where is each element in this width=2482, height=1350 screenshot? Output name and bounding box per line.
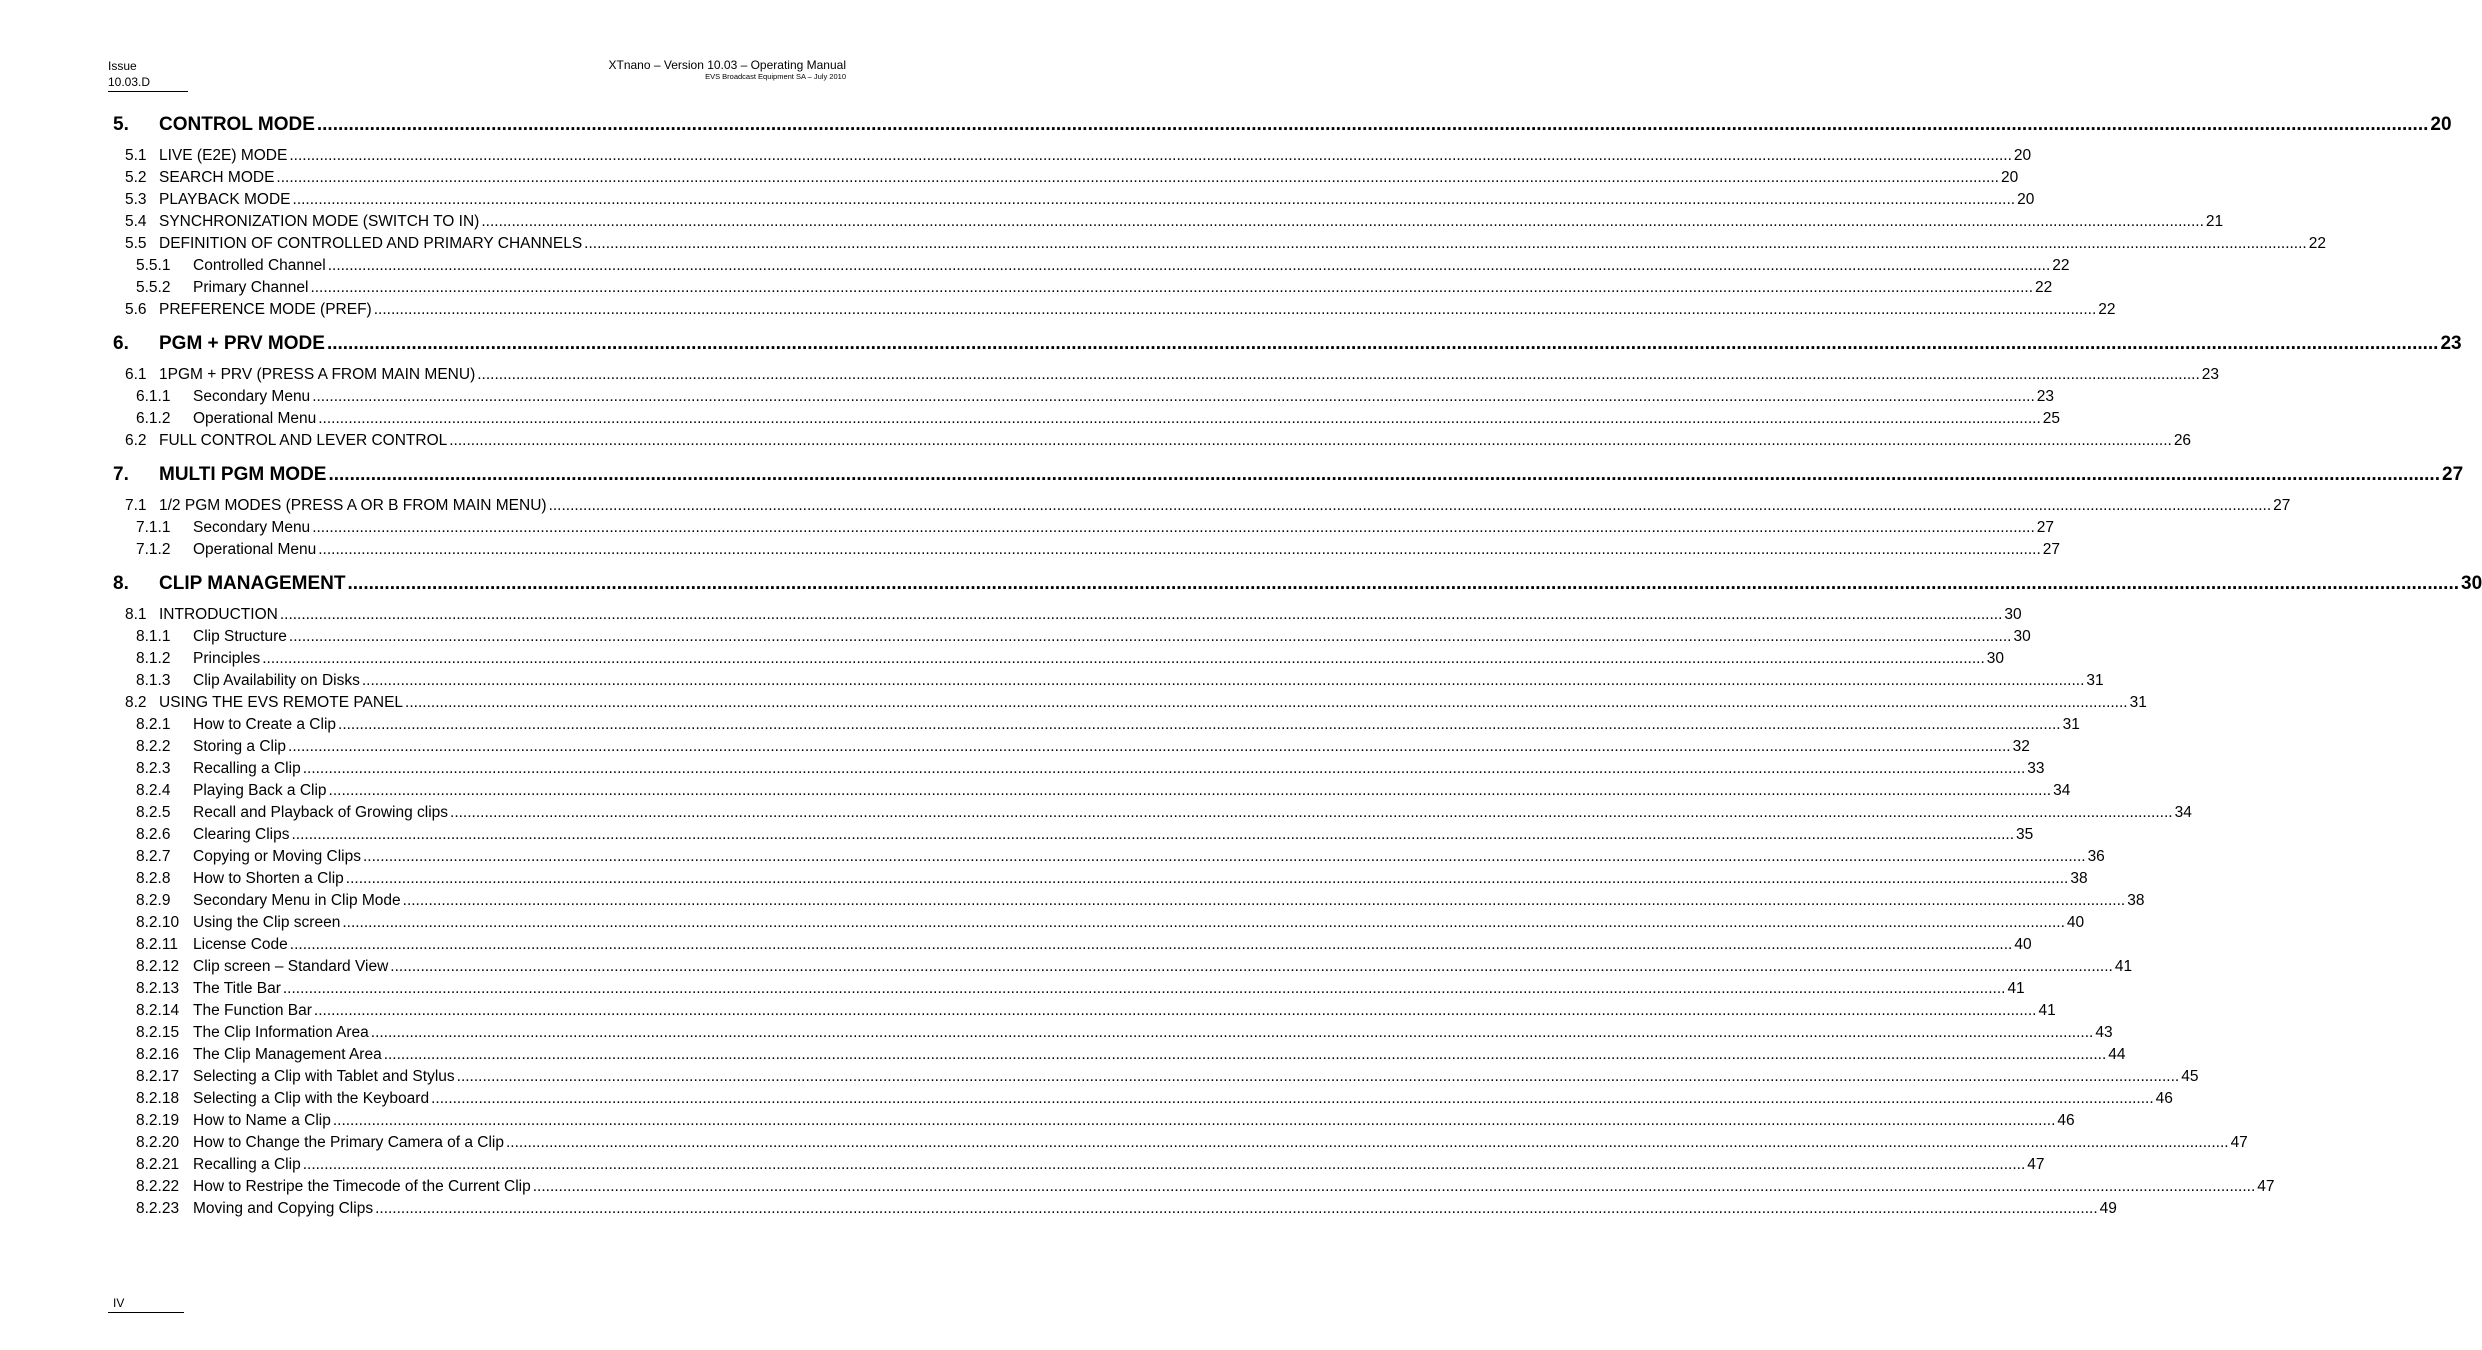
toc-entry[interactable] <box>113 1066 2199 1088</box>
toc-title: Copying or Moving Clips <box>193 848 361 865</box>
toc-page-number: 26 <box>2173 432 2192 449</box>
toc-number: 7.1 <box>125 497 147 514</box>
toc-title: DEFINITION OF CONTROLLED AND PRIMARY CHANNELS <box>159 235 583 252</box>
toc-entry[interactable] <box>113 1132 2248 1154</box>
toc-entry[interactable] <box>113 1176 2275 1198</box>
toc-title: Operational Menu <box>193 410 317 427</box>
toc-page-number: 22 <box>2035 279 2053 296</box>
toc-page-number: 20 <box>2430 114 2452 135</box>
toc-number: 6.1.2 <box>136 410 171 427</box>
toc-leader: ................................................................................................................................................................................................................................................................................................................................................................................................................ <box>370 1024 2094 1041</box>
toc-entry[interactable] <box>113 167 2019 189</box>
toc-entry[interactable] <box>113 1154 2045 1176</box>
toc-number: 8.2.4 <box>136 782 171 799</box>
toc-entry[interactable] <box>113 956 2133 978</box>
toc-number: 8.2.18 <box>136 1090 180 1107</box>
issue-label: Issue <box>108 59 137 73</box>
toc-page-number: 31 <box>2129 694 2147 711</box>
toc-title: SYNCHRONIZATION MODE (SWITCH TO IN) <box>159 213 480 230</box>
toc-number: 8.2.7 <box>136 848 171 865</box>
toc-entry[interactable] <box>113 299 2116 321</box>
toc-entry[interactable] <box>113 386 2054 408</box>
toc-title: Principles <box>193 650 261 667</box>
toc-leader: ................................................................................................................................................................................................................................................................................................................................................................................................................ <box>326 333 2439 354</box>
toc-title: How to Create a Clip <box>193 716 337 733</box>
toc-entry[interactable] <box>113 912 2085 934</box>
toc-leader: ................................................................................................................................................................................................................................................................................................................................................................................................................ <box>292 191 2016 208</box>
toc-number: 7.1.1 <box>136 519 171 536</box>
toc-leader: ................................................................................................................................................................................................................................................................................................................................................................................................................ <box>477 366 2200 383</box>
toc-page-number: 34 <box>2174 804 2192 821</box>
toc-page-number: 23 <box>2036 388 2054 405</box>
toc-title: Moving and Copying Clips <box>193 1200 374 1217</box>
toc-number: 8.2.13 <box>136 980 180 997</box>
document-title: XTnano – Version 10.03 – Operating Manual <box>608 58 846 72</box>
toc-title: 1/2 PGM MODES (PRESS A OR B FROM MAIN MENU) <box>159 497 547 514</box>
toc-leader: ................................................................................................................................................................................................................................................................................................................................................................................................................ <box>375 1200 2098 1217</box>
toc-title: Recalling a Clip <box>193 1156 301 1173</box>
toc-page-number: 40 <box>2066 914 2085 931</box>
toc-leader: ................................................................................................................................................................................................................................................................................................................................................................................................................ <box>288 628 2012 645</box>
toc-leader: ................................................................................................................................................................................................................................................................................................................................................................................................................ <box>402 892 2126 909</box>
toc-number: 5. <box>113 114 129 135</box>
toc-title: The Title Bar <box>193 980 281 997</box>
toc-entry[interactable] <box>113 1110 2075 1132</box>
toc-leader: ................................................................................................................................................................................................................................................................................................................................................................................................................ <box>318 410 2041 427</box>
page-number: IV <box>108 1296 184 1313</box>
toc-page-number: 20 <box>2000 169 2019 186</box>
toc-page-number: 36 <box>2087 848 2105 865</box>
issue-value: 10.03.D <box>108 74 188 92</box>
toc-number: 8.2.14 <box>136 1002 180 1019</box>
toc-entry[interactable] <box>113 189 2035 211</box>
toc-leader: ................................................................................................................................................................................................................................................................................................................................................................................................................ <box>506 1134 2229 1151</box>
toc-leader: ................................................................................................................................................................................................................................................................................................................................................................................................................ <box>347 573 2460 594</box>
toc-chapter[interactable] <box>113 112 2452 138</box>
toc-title: The Clip Management Area <box>193 1046 382 1063</box>
toc-number: 8.2.16 <box>136 1046 180 1063</box>
toc-page-number: 47 <box>2230 1134 2248 1151</box>
header-issue <box>108 58 188 92</box>
toc-leader: ................................................................................................................................................................................................................................................................................................................................................................................................................ <box>450 804 2173 821</box>
toc-leader: ................................................................................................................................................................................................................................................................................................................................................................................................................ <box>345 870 2069 887</box>
toc-leader: ................................................................................................................................................................................................................................................................................................................................................................................................................ <box>282 980 2006 997</box>
toc-page-number: 46 <box>2057 1112 2075 1129</box>
toc-page-number: 20 <box>2013 147 2032 164</box>
toc-number: 8.2.5 <box>136 804 171 821</box>
toc-number: 5.2 <box>125 169 147 186</box>
toc-leader: ................................................................................................................................................................................................................................................................................................................................................................................................................ <box>316 114 2429 135</box>
toc-page-number: 35 <box>2016 826 2034 843</box>
toc-chapter[interactable] <box>113 331 2462 357</box>
toc-page-number: 46 <box>2155 1090 2173 1107</box>
toc-page-number: 45 <box>2181 1068 2199 1085</box>
toc-entry[interactable] <box>113 626 2031 648</box>
toc-leader: ................................................................................................................................................................................................................................................................................................................................................................................................................ <box>548 497 2272 514</box>
toc-number: 8.2.15 <box>136 1024 180 1041</box>
toc-title: Playing Back a Clip <box>193 782 327 799</box>
toc-leader: ................................................................................................................................................................................................................................................................................................................................................................................................................ <box>328 464 2440 485</box>
toc-title: Recalling a Clip <box>193 760 301 777</box>
toc-entry[interactable] <box>113 517 2054 539</box>
toc-page-number: 30 <box>2004 606 2022 623</box>
toc-number: 5.6 <box>125 301 147 318</box>
toc-number: 8.2.3 <box>136 760 171 777</box>
toc-title: Secondary Menu <box>193 519 311 536</box>
toc-page-number: 30 <box>2461 573 2482 594</box>
toc-title: Clip Structure <box>193 628 287 645</box>
toc-leader: ................................................................................................................................................................................................................................................................................................................................................................................................................ <box>332 1112 2056 1129</box>
toc-page-number: 41 <box>2038 1002 2056 1019</box>
toc-entry[interactable] <box>113 430 2192 452</box>
toc-page-number: 33 <box>2027 760 2045 777</box>
toc-number: 8.2.23 <box>136 1200 180 1217</box>
toc-entry[interactable] <box>113 495 2291 517</box>
toc-entry[interactable] <box>113 780 2071 802</box>
toc-leader: ................................................................................................................................................................................................................................................................................................................................................................................................................ <box>279 606 2003 623</box>
toc-entry[interactable] <box>113 846 2105 868</box>
toc-entry[interactable] <box>113 714 2080 736</box>
toc-number: 8.2.11 <box>136 936 178 953</box>
toc-page-number: 20 <box>2017 191 2035 208</box>
toc-number: 8.2.2 <box>136 738 171 755</box>
toc-page-number: 27 <box>2042 541 2061 558</box>
toc-title: Operational Menu <box>193 541 317 558</box>
toc-leader: ................................................................................................................................................................................................................................................................................................................................................................................................................ <box>328 782 2052 799</box>
toc-leader: ................................................................................................................................................................................................................................................................................................................................................................................................................ <box>449 432 2172 449</box>
toc-page-number: 22 <box>2052 257 2070 274</box>
toc-number: 5.5.1 <box>136 257 171 274</box>
toc-entry[interactable] <box>113 408 2061 430</box>
toc-title: How to Name a Clip <box>193 1112 331 1129</box>
toc-entry[interactable] <box>113 758 2045 780</box>
toc-leader: ................................................................................................................................................................................................................................................................................................................................................................................................................ <box>312 388 2035 405</box>
toc-leader: ................................................................................................................................................................................................................................................................................................................................................................................................................ <box>318 541 2041 558</box>
toc-entry[interactable] <box>113 233 2326 255</box>
toc-title: CLIP MANAGEMENT <box>159 573 346 594</box>
toc-title: LIVE (E2E) MODE <box>159 147 288 164</box>
toc-number: 5.3 <box>125 191 147 208</box>
toc-entry[interactable] <box>113 1022 2113 1044</box>
toc-number: 6. <box>113 333 129 354</box>
toc-page-number: 21 <box>2205 213 2224 230</box>
toc-title: Recall and Playback of Growing clips <box>193 804 449 821</box>
toc-title: FULL CONTROL AND LEVER CONTROL <box>159 432 448 449</box>
toc-title: Controlled Channel <box>193 257 326 274</box>
toc-title: USING THE EVS REMOTE PANEL <box>159 694 404 711</box>
toc-title: License Code <box>193 936 288 953</box>
toc-title: SEARCH MODE <box>159 169 275 186</box>
toc-title: Storing a Clip <box>193 738 287 755</box>
toc-leader: ................................................................................................................................................................................................................................................................................................................................................................................................................ <box>313 1002 2037 1019</box>
toc-page-number: 38 <box>2127 892 2145 909</box>
toc-title: 1PGM + PRV (PRESS A FROM MAIN MENU) <box>159 366 476 383</box>
toc-number: 8. <box>113 573 129 594</box>
toc-number: 6.2 <box>125 432 147 449</box>
toc-title: Primary Channel <box>193 279 309 296</box>
toc-leader: ................................................................................................................................................................................................................................................................................................................................................................................................................ <box>289 936 2013 953</box>
toc-number: 8.2.1 <box>136 716 171 733</box>
toc-entry[interactable] <box>113 824 2034 846</box>
toc-leader: ................................................................................................................................................................................................................................................................................................................................................................................................................ <box>342 914 2065 931</box>
toc-title: How to Restripe the Timecode of the Current Clip <box>193 1178 531 1195</box>
toc-entry[interactable] <box>113 802 2192 824</box>
toc-entry[interactable] <box>113 692 2147 714</box>
toc-title: Selecting a Clip with the Keyboard <box>193 1090 430 1107</box>
toc-entry[interactable] <box>113 1198 2117 1220</box>
toc-page-number: 23 <box>2440 333 2462 354</box>
toc-title: Clearing Clips <box>193 826 290 843</box>
toc-title: Clip Availability on Disks <box>193 672 360 689</box>
toc-entry[interactable] <box>113 277 2053 299</box>
toc-number: 8.2 <box>125 694 147 711</box>
toc-leader: ................................................................................................................................................................................................................................................................................................................................................................................................................ <box>383 1046 2107 1063</box>
toc-title: Selecting a Clip with Tablet and Stylus <box>193 1068 455 1085</box>
toc-page-number: 47 <box>2027 1156 2045 1173</box>
toc-number: 7. <box>113 464 129 485</box>
toc-leader: ................................................................................................................................................................................................................................................................................................................................................................................................................ <box>363 848 2086 865</box>
toc-number: 6.1 <box>125 366 147 383</box>
toc-entry[interactable] <box>113 736 2030 758</box>
toc-title: Secondary Menu <box>193 388 311 405</box>
toc-title: INTRODUCTION <box>159 606 278 623</box>
toc-entry[interactable] <box>113 648 2005 670</box>
toc-page-number: 22 <box>2308 235 2326 252</box>
toc-page-number: 27 <box>2273 497 2291 514</box>
toc-entry[interactable] <box>113 255 2070 277</box>
toc-page-number: 40 <box>2014 936 2032 953</box>
toc-chapter[interactable] <box>113 571 2482 597</box>
toc-leader: ................................................................................................................................................................................................................................................................................................................................................................................................................ <box>276 169 1999 186</box>
toc-page-number: 31 <box>2062 716 2080 733</box>
toc-number: 8.2.9 <box>136 892 171 909</box>
toc-entry[interactable] <box>113 145 2032 167</box>
toc-title: CONTROL MODE <box>159 114 315 135</box>
toc-entry[interactable] <box>113 1088 2173 1110</box>
toc-leader: ................................................................................................................................................................................................................................................................................................................................................................................................................ <box>312 519 2035 536</box>
toc-number: 7.1.2 <box>136 541 171 558</box>
toc-page-number: 25 <box>2042 410 2061 427</box>
toc-number: 8.2.8 <box>136 870 171 887</box>
toc-number: 8.2.22 <box>136 1178 180 1195</box>
toc-leader: ................................................................................................................................................................................................................................................................................................................................................................................................................ <box>532 1178 2256 1195</box>
toc-page-number: 27 <box>2036 519 2054 536</box>
toc-page-number: 49 <box>2099 1200 2117 1217</box>
toc-leader: ................................................................................................................................................................................................................................................................................................................................................................................................................ <box>289 147 2012 164</box>
toc-title: Clip screen – Standard View <box>193 958 389 975</box>
header-document-info <box>609 58 847 82</box>
toc-page-number: 47 <box>2257 1178 2275 1195</box>
toc-entry[interactable] <box>113 1044 2126 1066</box>
toc-entry[interactable] <box>113 211 2224 233</box>
toc-entry[interactable] <box>113 604 2022 626</box>
toc-leader: ................................................................................................................................................................................................................................................................................................................................................................................................................ <box>291 826 2015 843</box>
toc-entry[interactable] <box>113 670 2104 692</box>
toc-leader: ................................................................................................................................................................................................................................................................................................................................................................................................................ <box>310 279 2033 296</box>
toc-page-number: 32 <box>2012 738 2030 755</box>
toc-title: MULTI PGM MODE <box>159 464 327 485</box>
toc-page-number: 30 <box>1986 650 2005 667</box>
toc-leader: ................................................................................................................................................................................................................................................................................................................................................................................................................ <box>302 1156 2026 1173</box>
toc-leader: ................................................................................................................................................................................................................................................................................................................................................................................................................ <box>338 716 2061 733</box>
toc-leader: ................................................................................................................................................................................................................................................................................................................................................................................................................ <box>456 1068 2180 1085</box>
toc-leader: ................................................................................................................................................................................................................................................................................................................................................................................................................ <box>361 672 2085 689</box>
toc-entry[interactable] <box>113 890 2145 912</box>
toc-leader: ................................................................................................................................................................................................................................................................................................................................................................................................................ <box>481 213 2204 230</box>
toc-page-number: 34 <box>2053 782 2071 799</box>
toc-number: 8.2.12 <box>136 958 180 975</box>
toc-number: 8.2.17 <box>136 1068 180 1085</box>
toc-entry[interactable] <box>113 978 2025 1000</box>
toc-leader: ................................................................................................................................................................................................................................................................................................................................................................................................................ <box>431 1090 2154 1107</box>
toc-number: 8.2.6 <box>136 826 171 843</box>
toc-title: How to Shorten a Clip <box>193 870 344 887</box>
toc-leader: ................................................................................................................................................................................................................................................................................................................................................................................................................ <box>327 257 2051 274</box>
toc-number: 5.5 <box>125 235 147 252</box>
toc-title: PLAYBACK MODE <box>159 191 291 208</box>
toc-entry[interactable] <box>113 539 2061 561</box>
toc-number: 8.1.3 <box>136 672 171 689</box>
toc-number: 8.2.10 <box>136 914 180 931</box>
toc-page-number: 30 <box>2013 628 2031 645</box>
toc-title: PGM + PRV MODE <box>159 333 325 354</box>
toc-number: 8.2.19 <box>136 1112 180 1129</box>
toc-number: 8.2.21 <box>136 1156 180 1173</box>
toc-entry[interactable] <box>113 364 2220 386</box>
toc-page-number: 27 <box>2442 464 2464 485</box>
toc-title: Using the Clip screen <box>193 914 341 931</box>
toc-title: How to Change the Primary Camera of a Clip <box>193 1134 504 1151</box>
toc-leader: ................................................................................................................................................................................................................................................................................................................................................................................................................ <box>390 958 2113 975</box>
toc-leader: ................................................................................................................................................................................................................................................................................................................................................................................................................ <box>302 760 2026 777</box>
toc-title: Secondary Menu in Clip Mode <box>193 892 401 909</box>
toc-entry[interactable] <box>113 868 2088 890</box>
toc-leader: ................................................................................................................................................................................................................................................................................................................................................................................................................ <box>584 235 2307 252</box>
toc-entry[interactable] <box>113 1000 2056 1022</box>
toc-leader: ................................................................................................................................................................................................................................................................................................................................................................................................................ <box>288 738 2011 755</box>
toc-number: 8.1.2 <box>136 650 171 667</box>
toc-entry[interactable] <box>113 934 2032 956</box>
toc-leader: ................................................................................................................................................................................................................................................................................................................................................................................................................ <box>373 301 2097 318</box>
toc-page-number: 41 <box>2007 980 2025 997</box>
toc-page-number: 41 <box>2114 958 2133 975</box>
toc-number: 6.1.1 <box>136 388 171 405</box>
toc-page-number: 43 <box>2095 1024 2113 1041</box>
toc-number: 8.1 <box>125 606 147 623</box>
toc-page-number: 22 <box>2098 301 2116 318</box>
toc-page-number: 23 <box>2201 366 2220 383</box>
toc-title: The Function Bar <box>193 1002 312 1019</box>
toc-number: 5.4 <box>125 213 147 230</box>
toc-page-number: 38 <box>2070 870 2088 887</box>
toc-number: 8.1.1 <box>136 628 171 645</box>
toc-title: The Clip Information Area <box>193 1024 369 1041</box>
toc-title: PREFERENCE MODE (PREF) <box>159 301 372 318</box>
toc-page-number: 44 <box>2108 1046 2126 1063</box>
toc-number: 5.1 <box>125 147 147 164</box>
toc-number: 5.5.2 <box>136 279 171 296</box>
toc-leader: ................................................................................................................................................................................................................................................................................................................................................................................................................ <box>405 694 2128 711</box>
document-publisher: EVS Broadcast Equipment SA – July 2010 <box>705 72 846 81</box>
toc-leader: ................................................................................................................................................................................................................................................................................................................................................................................................................ <box>262 650 1985 667</box>
toc-chapter[interactable] <box>113 462 2464 488</box>
toc-number: 8.2.20 <box>136 1134 180 1151</box>
toc-page-number: 31 <box>2086 672 2104 689</box>
